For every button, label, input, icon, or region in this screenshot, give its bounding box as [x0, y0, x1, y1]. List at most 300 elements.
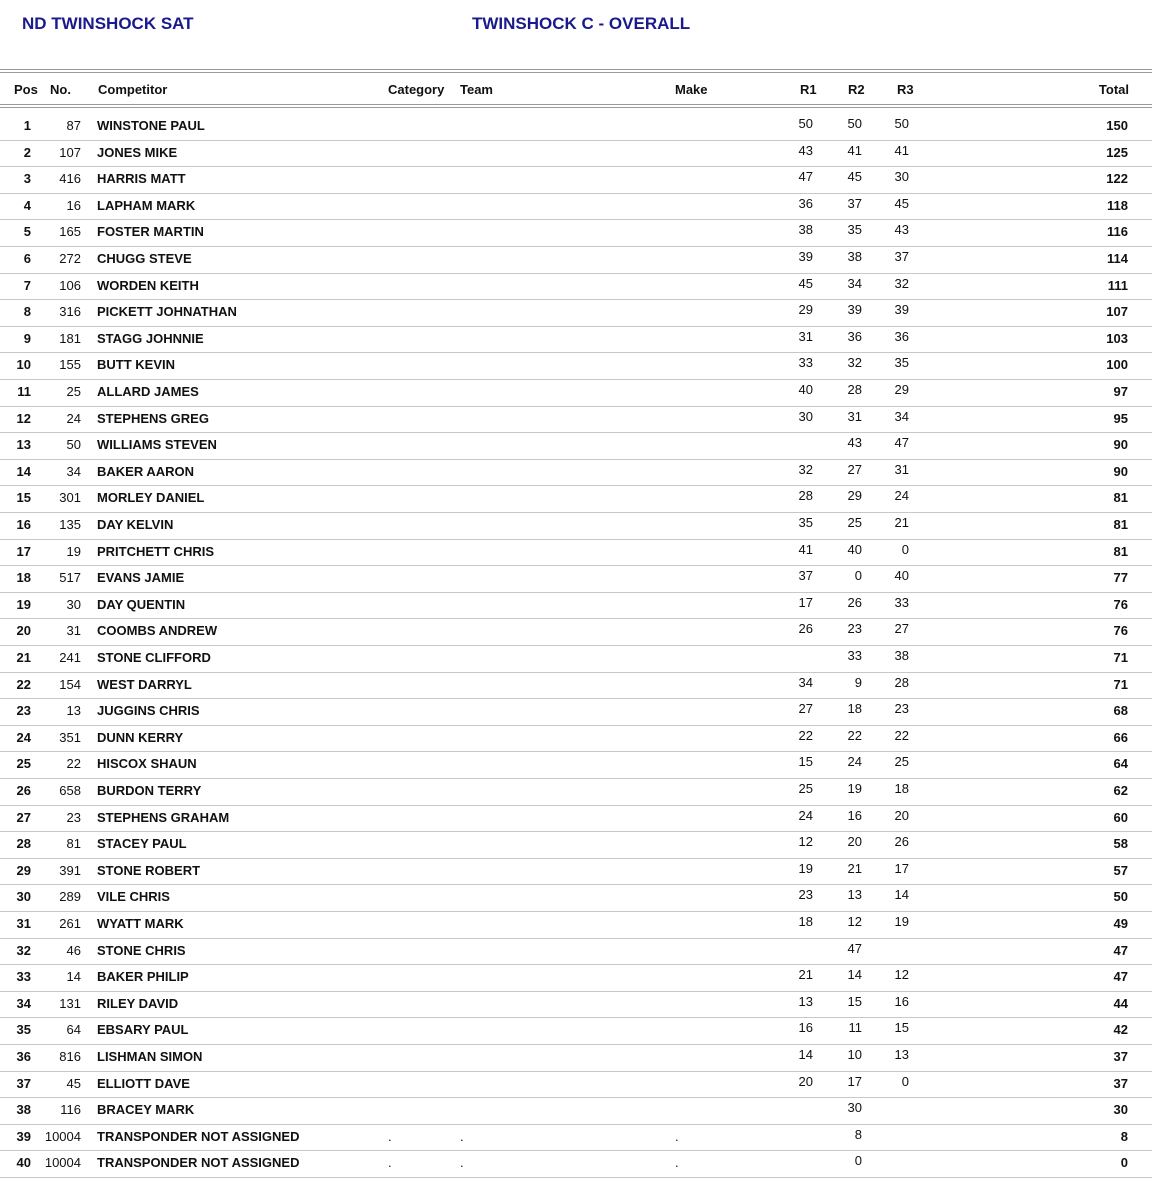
- cell-competitor: HARRIS MATT: [97, 171, 186, 187]
- cell-competitor: ELLIOTT DAVE: [97, 1075, 190, 1091]
- cell-competitor: HISCOX SHAUN: [97, 756, 197, 772]
- cell-r3: 50: [894, 116, 909, 131]
- cell-r1: 12: [798, 834, 813, 850]
- cell-r2: 13: [847, 887, 862, 903]
- cell-r3: 43: [894, 222, 909, 238]
- table-row: [0, 805, 1152, 833]
- cell-no: 13: [66, 703, 81, 719]
- table-row: [0, 246, 1152, 274]
- cell-total: 68: [1113, 703, 1128, 719]
- cell-competitor: BUTT KEVIN: [97, 357, 175, 373]
- cell-r3: 12: [894, 967, 909, 983]
- cell-competitor: JONES MIKE: [97, 144, 178, 160]
- cell-competitor: MORLEY DANIEL: [97, 490, 205, 506]
- cell-r3: 39: [894, 302, 909, 318]
- cell-r1: 14: [798, 1047, 813, 1062]
- cell-r2: 11: [848, 1020, 862, 1036]
- cell-r3: 30: [894, 169, 909, 185]
- cell-r2: 15: [847, 993, 862, 1009]
- cell-r2: 41: [847, 142, 862, 158]
- cell-r3: 31: [894, 461, 909, 477]
- table-row: [0, 592, 1152, 620]
- cell-r3: 40: [894, 568, 909, 584]
- cell-r1: 16: [798, 1020, 813, 1036]
- cell-total: 90: [1113, 463, 1128, 479]
- cell-r2: 20: [847, 834, 862, 850]
- cell-pos: 30: [16, 889, 31, 905]
- cell-pos: 6: [23, 251, 31, 266]
- cell-r3: 35: [894, 355, 909, 371]
- cell-competitor: CHUGG STEVE: [97, 251, 192, 266]
- cell-total: 81: [1113, 517, 1128, 532]
- cell-total: 125: [1106, 144, 1128, 160]
- header-rule-bottom: [0, 104, 1152, 105]
- class-title: TWINSHOCK C - OVERALL: [472, 14, 691, 33]
- cell-make: .: [675, 1155, 679, 1171]
- cell-total: 37: [1113, 1049, 1128, 1064]
- cell-r3: 22: [894, 727, 909, 743]
- cell-r1: 13: [798, 993, 813, 1009]
- cell-r3: 23: [894, 701, 909, 717]
- cell-no: 658: [59, 783, 81, 798]
- cell-pos: 1: [23, 118, 31, 133]
- cell-competitor: STAGG JOHNNIE: [97, 330, 204, 346]
- cell-total: 103: [1106, 330, 1128, 346]
- cell-no: 23: [66, 809, 81, 825]
- cell-r2: 40: [847, 541, 862, 557]
- cell-r2: 37: [847, 195, 862, 211]
- table-row: [0, 1044, 1152, 1072]
- cell-r2: 14: [847, 967, 862, 983]
- table-row: [0, 113, 1152, 141]
- cell-total: 50: [1113, 889, 1128, 905]
- cell-r2: 17: [847, 1073, 862, 1089]
- cell-competitor: WILLIAMS STEVEN: [97, 437, 217, 453]
- cell-r3: 16: [894, 993, 909, 1009]
- cell-r1: 36: [798, 195, 813, 211]
- cell-no: 106: [59, 277, 81, 293]
- cell-no: 16: [66, 197, 81, 213]
- cell-make: .: [675, 1128, 679, 1144]
- table-row: [0, 991, 1152, 1019]
- cell-r1: 41: [798, 541, 813, 557]
- cell-no: 30: [66, 596, 81, 612]
- table-row: [0, 884, 1152, 912]
- cell-no: 261: [59, 916, 81, 931]
- cell-r2: 26: [847, 594, 862, 610]
- cell-r2: 24: [847, 754, 862, 770]
- cell-r1: 47: [798, 169, 813, 185]
- cell-no: 31: [66, 623, 81, 639]
- column-header-row: [0, 80, 1152, 100]
- table-row: [0, 140, 1152, 168]
- cell-no: 10004: [44, 1128, 81, 1144]
- cell-total: 100: [1106, 357, 1128, 373]
- cell-r2: 39: [847, 302, 862, 318]
- cell-no: 154: [59, 676, 81, 692]
- cell-r2: 45: [847, 169, 862, 185]
- col-competitor: Competitor: [98, 82, 168, 97]
- cell-total: 81: [1113, 490, 1128, 506]
- cell-r1: 24: [798, 807, 813, 823]
- cell-r2: 34: [847, 275, 862, 291]
- table-row: [0, 645, 1152, 673]
- cell-r2: 12: [847, 914, 862, 929]
- cell-total: 114: [1107, 251, 1128, 266]
- cell-no: 272: [59, 251, 81, 266]
- cell-competitor: STONE ROBERT: [97, 862, 201, 878]
- cell-no: 45: [66, 1075, 81, 1091]
- cell-r1: 15: [798, 754, 813, 770]
- cell-total: 64: [1113, 756, 1128, 772]
- cell-no: 241: [59, 650, 81, 665]
- cell-team: .: [460, 1128, 464, 1144]
- cell-total: 77: [1113, 570, 1128, 586]
- table-row: [0, 1017, 1152, 1045]
- cell-r1: 25: [798, 781, 813, 796]
- header-rule-top-2: [0, 72, 1152, 73]
- cell-team: .: [460, 1155, 464, 1171]
- table-row: [0, 299, 1152, 327]
- cell-r3: 14: [894, 887, 909, 903]
- table-row: [0, 725, 1152, 753]
- cell-r2: 36: [847, 328, 862, 344]
- cell-total: 118: [1107, 197, 1128, 213]
- table-row: [0, 379, 1152, 407]
- cell-total: 8: [1120, 1128, 1128, 1144]
- cell-total: 71: [1113, 650, 1128, 665]
- cell-no: 10004: [44, 1155, 81, 1171]
- cell-r2: 47: [847, 940, 862, 956]
- cell-r3: 37: [894, 249, 909, 264]
- table-row: [0, 485, 1152, 513]
- cell-pos: 26: [16, 783, 31, 798]
- cell-competitor: WYATT MARK: [97, 916, 184, 931]
- cell-pos: 16: [16, 517, 31, 532]
- col-make: Make: [675, 82, 708, 97]
- cell-r2: 23: [847, 621, 862, 637]
- cell-pos: 24: [16, 729, 31, 745]
- cell-r2: 21: [847, 860, 862, 876]
- cell-r3: 47: [894, 435, 909, 451]
- cell-no: 14: [66, 969, 81, 985]
- cell-competitor: FOSTER MARTIN: [97, 224, 204, 240]
- cell-competitor: COOMBS ANDREW: [97, 623, 218, 639]
- table-row: [0, 459, 1152, 487]
- cell-competitor: DAY KELVIN: [97, 517, 174, 532]
- table-row: [0, 911, 1152, 939]
- cell-r1: 31: [798, 328, 813, 344]
- cell-no: 19: [66, 543, 81, 559]
- cell-r1: 28: [798, 488, 813, 504]
- cell-pos: 2: [23, 144, 31, 160]
- cell-pos: 21: [16, 650, 31, 665]
- cell-total: 122: [1106, 171, 1128, 187]
- cell-r3: 33: [894, 594, 909, 610]
- cell-pos: 36: [16, 1049, 31, 1064]
- cell-r2: 9: [854, 674, 862, 690]
- cell-total: 66: [1113, 729, 1128, 745]
- cell-total: 58: [1113, 836, 1128, 852]
- cell-pos: 39: [16, 1128, 31, 1144]
- col-r2: R2: [848, 82, 865, 97]
- cell-pos: 4: [23, 197, 31, 213]
- cell-total: 76: [1113, 623, 1128, 639]
- cell-pos: 31: [16, 916, 31, 931]
- cell-pos: 10: [16, 357, 31, 373]
- table-row: [0, 698, 1152, 726]
- cell-r1: 20: [798, 1073, 813, 1089]
- table-row: [0, 219, 1152, 247]
- cell-r3: 17: [894, 860, 909, 876]
- cell-no: 816: [59, 1049, 81, 1064]
- cell-r2: 35: [847, 222, 862, 238]
- cell-no: 107: [59, 144, 81, 160]
- cell-r3: 18: [894, 781, 909, 796]
- col-total: Total: [1098, 82, 1129, 97]
- table-row: [0, 618, 1152, 646]
- cell-r2: 30: [847, 1100, 862, 1116]
- cell-r2: 0: [854, 1153, 862, 1169]
- cell-r3: 29: [894, 382, 909, 397]
- cell-pos: 11: [17, 384, 31, 399]
- cell-r2: 43: [847, 435, 862, 451]
- cell-r1: 27: [798, 701, 813, 717]
- cell-pos: 28: [16, 836, 31, 852]
- table-row: [0, 1150, 1152, 1178]
- cell-total: 150: [1106, 118, 1128, 133]
- cell-r3: 45: [894, 195, 909, 211]
- cell-r2: 33: [847, 648, 862, 663]
- cell-no: 24: [66, 410, 81, 426]
- cell-total: 81: [1113, 543, 1128, 559]
- cell-no: 517: [59, 570, 81, 586]
- cell-r2: 18: [847, 701, 862, 717]
- cell-r2: 0: [854, 568, 862, 584]
- cell-competitor: PICKETT JOHNATHAN: [97, 304, 237, 320]
- table-row: [0, 938, 1152, 966]
- cell-total: 90: [1113, 437, 1128, 453]
- cell-competitor: STONE CHRIS: [97, 942, 186, 958]
- cell-no: 289: [59, 889, 81, 905]
- cell-total: 42: [1113, 1022, 1128, 1038]
- cell-pos: 12: [16, 410, 31, 426]
- cell-competitor: VILE CHRIS: [97, 889, 170, 905]
- cell-r3: 15: [894, 1020, 909, 1036]
- cell-pos: 27: [16, 809, 31, 825]
- cell-category: .: [388, 1128, 392, 1144]
- cell-r3: 26: [894, 834, 909, 850]
- table-row: [0, 1097, 1152, 1125]
- table-row: [0, 672, 1152, 700]
- cell-r1: 33: [798, 355, 813, 371]
- cell-r1: 29: [798, 302, 813, 318]
- cell-r1: 18: [798, 914, 813, 929]
- cell-no: 50: [66, 437, 81, 453]
- cell-r3: 13: [894, 1047, 909, 1062]
- cell-no: 301: [59, 490, 81, 506]
- table-row: [0, 193, 1152, 221]
- cell-no: 116: [60, 1102, 81, 1118]
- table-row: [0, 831, 1152, 859]
- cell-r3: 25: [894, 754, 909, 770]
- cell-total: 76: [1113, 596, 1128, 612]
- cell-competitor: EBSARY PAUL: [97, 1022, 189, 1038]
- table-row: [0, 406, 1152, 434]
- cell-r1: 37: [798, 568, 813, 584]
- cell-r2: 19: [847, 781, 862, 796]
- cell-competitor: BAKER AARON: [97, 463, 195, 479]
- cell-total: 49: [1113, 916, 1128, 931]
- cell-r3: 0: [901, 541, 909, 557]
- cell-r3: 19: [894, 914, 909, 929]
- cell-category: .: [388, 1155, 392, 1171]
- cell-r2: 50: [847, 116, 862, 131]
- col-category: Category: [388, 82, 445, 97]
- cell-competitor: TRANSPONDER NOT ASSIGNED: [97, 1155, 300, 1171]
- table-row: [0, 1124, 1152, 1152]
- table-row: [0, 1071, 1152, 1099]
- table-row: [0, 432, 1152, 460]
- cell-r2: 31: [847, 408, 862, 424]
- cell-competitor: STEPHENS GREG: [97, 410, 209, 426]
- cell-total: 107: [1106, 304, 1128, 320]
- cell-no: 316: [59, 304, 81, 320]
- cell-pos: 33: [16, 969, 31, 985]
- cell-competitor: BURDON TERRY: [97, 783, 202, 798]
- cell-r1: 21: [798, 967, 813, 983]
- cell-competitor: LAPHAM MARK: [97, 197, 196, 213]
- cell-pos: 22: [16, 676, 31, 692]
- cell-total: 37: [1113, 1075, 1128, 1091]
- cell-r3: 32: [894, 275, 909, 291]
- event-title: ND TWINSHOCK SAT: [22, 14, 194, 33]
- cell-pos: 40: [16, 1155, 31, 1171]
- cell-no: 155: [59, 357, 81, 373]
- cell-competitor: LISHMAN SIMON: [97, 1049, 203, 1064]
- cell-pos: 29: [16, 862, 31, 878]
- cell-pos: 15: [16, 490, 31, 506]
- cell-no: 34: [66, 463, 81, 479]
- col-team: Team: [460, 82, 493, 97]
- cell-r1: 26: [798, 621, 813, 637]
- table-row: [0, 858, 1152, 886]
- cell-r2: 8: [854, 1126, 862, 1142]
- cell-r2: 38: [847, 249, 862, 264]
- cell-no: 181: [59, 330, 81, 346]
- cell-r3: 28: [894, 674, 909, 690]
- cell-pos: 14: [16, 463, 31, 479]
- header-rule-top: [0, 69, 1152, 70]
- cell-pos: 38: [16, 1102, 31, 1118]
- cell-competitor: TRANSPONDER NOT ASSIGNED: [97, 1128, 300, 1144]
- cell-total: 44: [1113, 995, 1128, 1011]
- cell-r2: 27: [847, 461, 862, 477]
- cell-competitor: STEPHENS GRAHAM: [97, 809, 230, 825]
- cell-no: 165: [59, 224, 81, 240]
- cell-r3: 24: [894, 488, 909, 504]
- cell-competitor: DAY QUENTIN: [97, 596, 186, 612]
- table-row: [0, 539, 1152, 567]
- table-row: [0, 778, 1152, 806]
- cell-r3: 20: [894, 807, 909, 823]
- cell-r3: 27: [894, 621, 909, 637]
- cell-pos: 9: [23, 330, 31, 346]
- cell-pos: 32: [16, 942, 31, 958]
- cell-r3: 0: [901, 1073, 909, 1089]
- cell-competitor: JUGGINS CHRIS: [97, 703, 200, 719]
- cell-r1: 39: [798, 249, 813, 264]
- cell-no: 64: [66, 1022, 81, 1038]
- cell-r2: 22: [847, 727, 862, 743]
- cell-total: 111: [1107, 277, 1128, 293]
- cell-r2: 16: [847, 807, 862, 823]
- cell-no: 25: [66, 384, 81, 399]
- cell-pos: 20: [16, 623, 31, 639]
- cell-total: 57: [1113, 862, 1128, 878]
- cell-total: 97: [1113, 384, 1128, 399]
- col-pos: Pos: [14, 82, 38, 97]
- cell-total: 0: [1120, 1155, 1128, 1171]
- cell-total: 47: [1113, 942, 1128, 958]
- cell-no: 351: [59, 729, 81, 745]
- cell-r1: 34: [798, 674, 813, 690]
- header-rule-bottom-2: [0, 107, 1152, 108]
- cell-r2: 10: [847, 1047, 862, 1062]
- cell-r1: 30: [798, 408, 813, 424]
- cell-r1: 17: [798, 594, 813, 610]
- cell-pos: 5: [23, 224, 31, 240]
- cell-total: 95: [1113, 410, 1128, 426]
- table-row: [0, 166, 1152, 194]
- cell-pos: 34: [16, 995, 31, 1011]
- cell-competitor: STACEY PAUL: [97, 836, 187, 852]
- cell-r1: 43: [798, 142, 813, 158]
- cell-r1: 38: [798, 222, 813, 238]
- table-row: [0, 751, 1152, 779]
- table-row: [0, 964, 1152, 992]
- cell-r1: 19: [798, 860, 813, 876]
- cell-total: 47: [1113, 969, 1128, 985]
- cell-pos: 35: [16, 1022, 31, 1038]
- cell-r1: 50: [798, 116, 813, 131]
- cell-pos: 17: [16, 543, 31, 559]
- cell-competitor: WINSTONE PAUL: [97, 118, 205, 133]
- cell-competitor: PRITCHETT CHRIS: [97, 543, 214, 559]
- cell-pos: 13: [16, 437, 31, 453]
- table-row: [0, 326, 1152, 354]
- cell-pos: 23: [16, 703, 31, 719]
- cell-competitor: WORDEN KEITH: [97, 277, 199, 293]
- cell-no: 131: [59, 995, 81, 1011]
- col-r1: R1: [800, 82, 817, 97]
- cell-no: 135: [59, 517, 81, 532]
- table-row: [0, 512, 1152, 540]
- cell-pos: 37: [16, 1075, 31, 1091]
- cell-r3: 38: [894, 648, 909, 663]
- cell-competitor: BAKER PHILIP: [97, 969, 189, 985]
- cell-r1: 23: [798, 887, 813, 903]
- cell-competitor: BRACEY MARK: [97, 1102, 195, 1118]
- cell-total: 62: [1113, 783, 1128, 798]
- col-r3: R3: [897, 82, 914, 97]
- cell-total: 30: [1113, 1102, 1128, 1118]
- cell-pos: 25: [16, 756, 31, 772]
- cell-no: 391: [59, 862, 81, 878]
- cell-total: 60: [1113, 809, 1128, 825]
- cell-competitor: ALLARD JAMES: [97, 384, 199, 399]
- cell-r3: 21: [894, 515, 909, 530]
